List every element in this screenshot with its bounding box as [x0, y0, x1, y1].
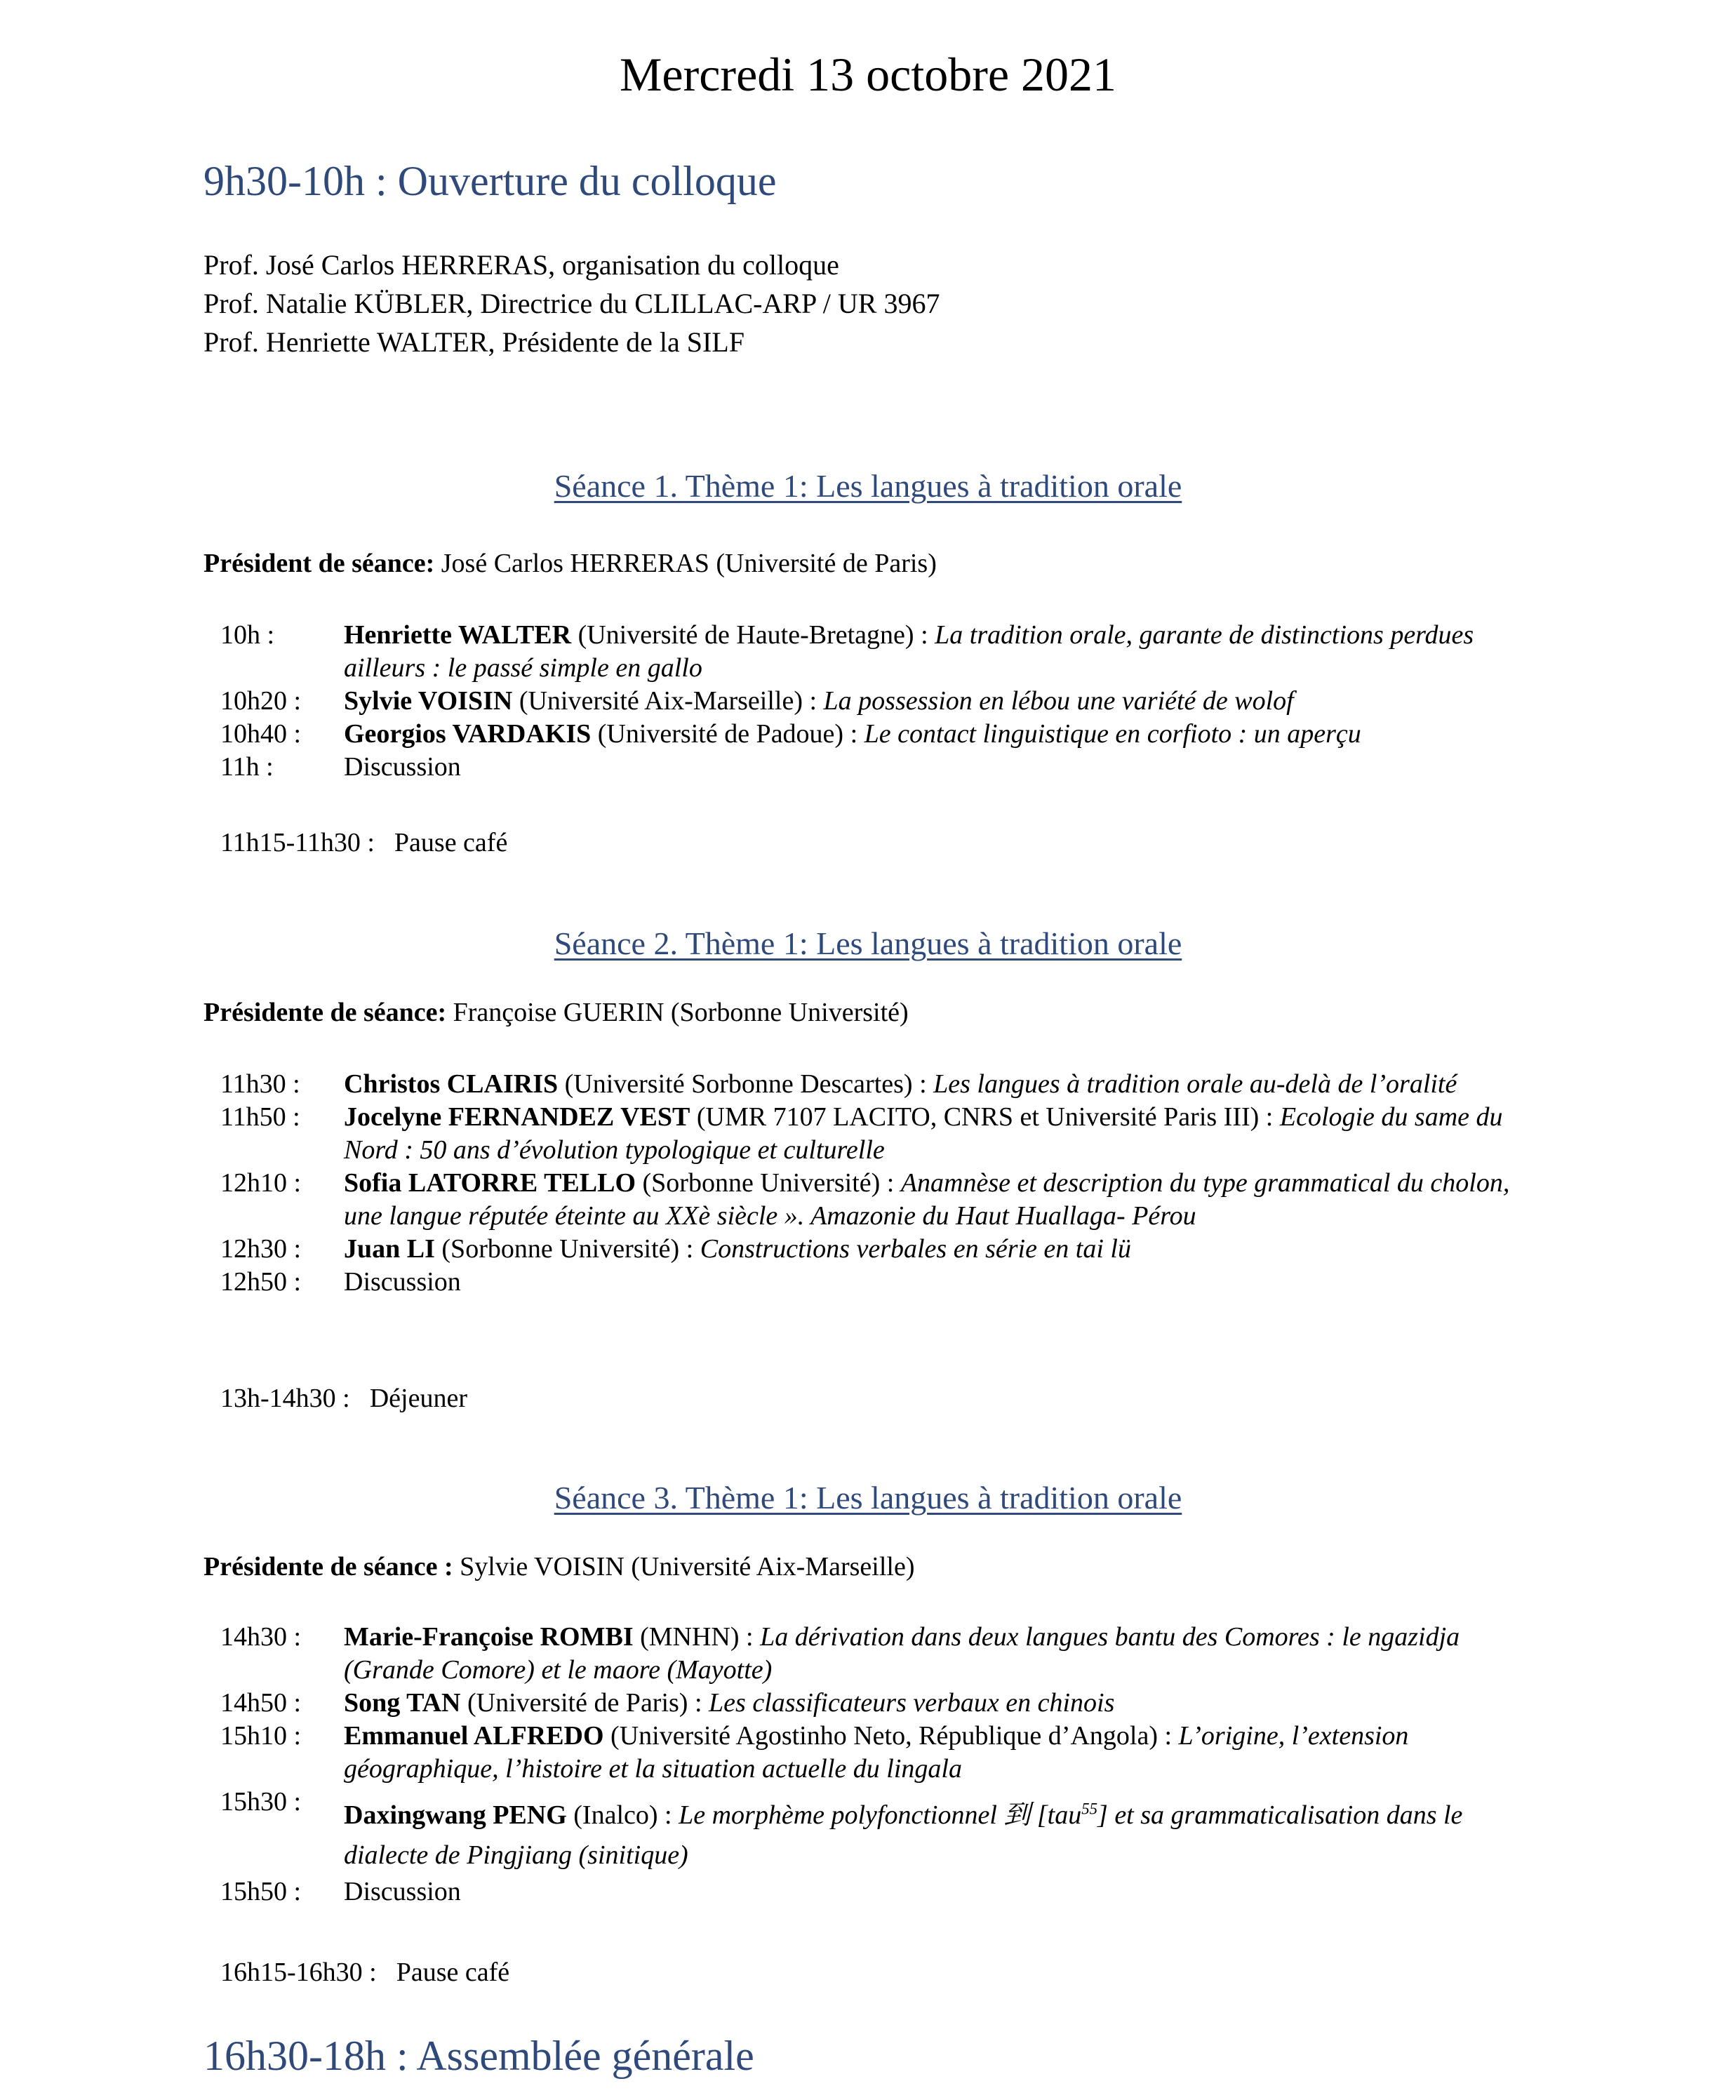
discussion-label: Discussion	[344, 1877, 461, 1906]
talk-affiliation: (Université de Paris) :	[460, 1688, 709, 1718]
talk-speaker: Jocelyne FERNANDEZ VEST	[344, 1102, 690, 1132]
talk-speaker: Sofia LATORRE TELLO	[344, 1168, 636, 1198]
break-time: 16h15-16h30 :	[220, 1958, 377, 1987]
session-2-title: Séance 2. Thème 1: Les langues à tradition orale	[554, 925, 1182, 961]
talk-affiliation: (Université Aix-Marseille) :	[512, 686, 824, 716]
chair-name: José Carlos HERRERAS (Université de Paris)	[434, 549, 937, 578]
talk-affiliation: (UMR 7107 LACITO, CNRS et Université Paris III) :	[690, 1102, 1280, 1132]
session-1-break	[220, 829, 507, 856]
talk-title: L’origine, l’extension géographique, l’histoire et la situation actuelle du lingala	[344, 1721, 1409, 1784]
break-label: Pause café	[396, 1958, 510, 1987]
session-1-title: Séance 1. Thème 1: Les langues à tradition orale	[554, 468, 1182, 504]
session-2-chair	[203, 999, 909, 1026]
talk-title: Les langues à tradition orale au-delà de l’oralité	[933, 1069, 1457, 1099]
chair-label: Président de séance:	[203, 549, 435, 578]
day-title: Mercredi 13 octobre 2021	[619, 48, 1117, 101]
session-3-talks	[220, 1621, 1540, 1908]
session-3-title: Séance 3. Thème 1: Les langues à tradition orale	[554, 1480, 1182, 1516]
talk-row-discussion	[220, 1266, 1540, 1299]
talk-title: Les classificateurs verbaux en chinois	[709, 1688, 1115, 1718]
talk-time: 10h20 :	[220, 686, 302, 716]
talk-affiliation: (MNHN) :	[633, 1622, 761, 1652]
talk-time: 10h :	[220, 620, 275, 650]
talk-title: La possession en lébou une variété de wolof	[823, 686, 1294, 716]
opening-heading: 9h30-10h : Ouverture du colloque	[203, 158, 777, 204]
session-2-break	[220, 1385, 467, 1412]
talk-title: Le morphème polyfonctionnel 到 [tau$^{55}$] et sa grammaticalisation dans le dialecte de Pingjiang (sinitique)	[344, 1800, 1463, 1870]
talk-row	[220, 1167, 1540, 1233]
talk-title: Constructions verbales en série en tai lü	[700, 1234, 1131, 1264]
talk-row	[220, 1233, 1540, 1266]
discussion-label: Discussion	[344, 752, 461, 782]
session-3-break	[220, 1959, 509, 1986]
chair-name: Sylvie VOISIN (Université Aix-Marseille)	[453, 1552, 915, 1581]
talk-row	[220, 1101, 1540, 1167]
session-2-talks	[220, 1068, 1540, 1299]
talk-affiliation: (Université de Padoue) :	[591, 719, 864, 749]
talk-time: 12h50 :	[220, 1267, 302, 1297]
talk-time: 14h30 :	[220, 1622, 302, 1652]
talk-row-discussion	[220, 751, 1540, 784]
talk-time: 15h30 :	[220, 1787, 302, 1817]
discussion-label: Discussion	[344, 1267, 461, 1297]
talk-speaker: Sylvie VOISIN	[344, 686, 513, 716]
talk-time: 11h :	[220, 752, 274, 782]
opening-speaker: Prof. Henriette WALTER, Présidente de la SILF	[203, 326, 745, 358]
talk-title: La dérivation dans deux langues bantu des Comores : le ngazidja (Grande Comore) et le maore (Mayotte)	[344, 1622, 1460, 1685]
session-1-chair	[203, 550, 937, 577]
talk-time: 14h50 :	[220, 1688, 302, 1718]
talk-time: 10h40 :	[220, 719, 302, 749]
talk-time: 11h50 :	[220, 1102, 300, 1132]
talk-title: La tradition orale, garante de distinctions perdues ailleurs : le passé simple en gallo	[344, 620, 1474, 683]
talk-time: 12h30 :	[220, 1234, 302, 1264]
talk-speaker: Henriette WALTER	[344, 620, 572, 650]
chair-name: Françoise GUERIN (Sorbonne Université)	[446, 998, 909, 1027]
talk-title: Ecologie du same du Nord : 50 ans d’évolution typologique et culturelle	[344, 1102, 1503, 1165]
talk-row	[220, 685, 1540, 718]
chair-label: Présidente de séance :	[203, 1552, 453, 1581]
talk-time: 15h50 :	[220, 1877, 302, 1906]
talk-row	[220, 718, 1540, 751]
opening-speakers	[203, 246, 940, 361]
talk-affiliation: (Sorbonne Université) :	[434, 1234, 700, 1264]
break-time: 13h-14h30 :	[220, 1384, 350, 1413]
talk-row	[220, 1621, 1540, 1687]
talk-row	[220, 1720, 1540, 1786]
talk-time: 12h10 :	[220, 1168, 302, 1198]
talk-speaker: Emmanuel ALFREDO	[344, 1721, 604, 1751]
opening-speaker: Prof. Natalie KÜBLER, Directrice du CLILLAC-ARP / UR 3967	[203, 288, 940, 319]
talk-speaker: Georgios VARDAKIS	[344, 719, 592, 749]
talk-row	[220, 1687, 1540, 1720]
talk-speaker: Juan LI	[344, 1234, 435, 1264]
closing-heading: 16h30-18h : Assemblée générale	[203, 2033, 754, 2079]
talk-title: Le contact linguistique en corfioto : un aperçu	[864, 719, 1361, 749]
tone-superscript: 55	[1081, 1800, 1098, 1818]
talk-speaker: Christos CLAIRIS	[344, 1069, 559, 1099]
break-label: Déjeuner	[369, 1384, 467, 1413]
talk-row-discussion	[220, 1875, 1540, 1908]
break-label: Pause café	[394, 828, 508, 857]
talk-affiliation: (Inalco) :	[566, 1800, 679, 1830]
session-3-chair	[203, 1553, 914, 1580]
talk-speaker: Song TAN	[344, 1688, 461, 1718]
break-time: 11h15-11h30 :	[220, 828, 375, 857]
talk-affiliation: (Université de Haute-Bretagne) :	[571, 620, 935, 650]
talk-affiliation: (Sorbonne Université) :	[636, 1168, 901, 1198]
session-1-talks	[220, 619, 1540, 784]
talk-affiliation: (Université Sorbonne Descartes) :	[558, 1069, 934, 1099]
talk-speaker: Marie-Françoise ROMBI	[344, 1622, 634, 1652]
talk-row	[220, 1068, 1540, 1101]
opening-speaker: Prof. José Carlos HERRERAS, organisation du colloque	[203, 249, 839, 281]
talk-title: Anamnèse et description du type grammatical du cholon, une langue réputée éteinte au XXè siècle ». Amazonie du Haut Huallaga- Pérou	[344, 1168, 1510, 1231]
chair-label: Présidente de séance:	[203, 998, 447, 1027]
talk-time: 11h30 :	[220, 1069, 300, 1099]
talk-speaker: Daxingwang PENG	[344, 1800, 567, 1830]
talk-time: 15h10 :	[220, 1721, 302, 1751]
talk-row	[220, 1786, 1540, 1875]
talk-affiliation: (Université Agostinho Neto, République d’Angola) :	[603, 1721, 1179, 1751]
talk-row	[220, 619, 1540, 685]
